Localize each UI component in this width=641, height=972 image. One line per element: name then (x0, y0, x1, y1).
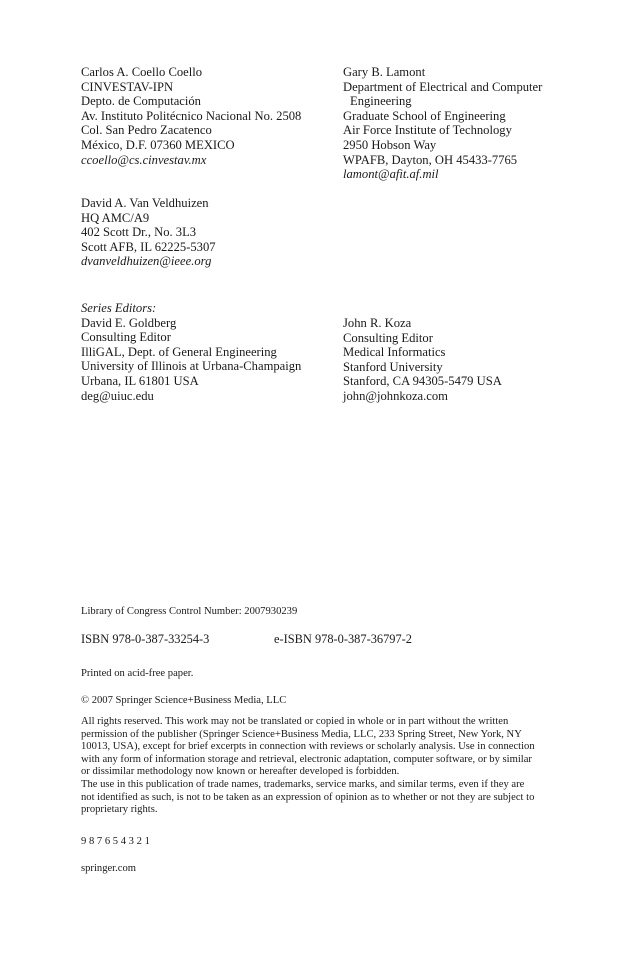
series-editor-koza (343, 316, 502, 404)
rights-line: All rights reserved. This work may not be translated or copied in whole or in part without the written (81, 716, 509, 727)
author-email: ccoello@cs.cinvestav.mx (81, 152, 207, 167)
editor-line: IlliGAL, Dept. of General Engineering (81, 344, 277, 359)
author-vanveldhuizen-address (81, 196, 216, 269)
editor-line: Stanford University (343, 359, 443, 374)
series-editor-goldberg (81, 301, 301, 403)
address-line: CINVESTAV-IPN (81, 79, 174, 94)
author-name: Gary B. Lamont (343, 65, 426, 79)
editor-line: Stanford, CA 94305-5479 USA (343, 374, 502, 389)
rights-line: The use in this publication of trade names, trademarks, service marks, and similar terms, even if they are (81, 778, 525, 790)
address-line: Engineering (350, 94, 412, 109)
author-email: lamont@afit.af.mil (343, 167, 439, 182)
address-line: HQ AMC/A9 (81, 210, 150, 225)
address-line: Col. San Pedro Zacatenco (81, 123, 212, 138)
copyright-line: © 2007 Springer Science+Business Media, LLC (81, 695, 287, 706)
author-lamont-address (343, 65, 542, 182)
address-line: Department of Electrical and Computer (343, 79, 543, 94)
address-line: Scott AFB, IL 62225-5307 (81, 239, 216, 254)
library-of-congress-number: Library of Congress Control Number: 2007930239 (81, 606, 298, 617)
rights-line: permission of the publisher (Springer Science+Business Media, LLC, 233 Spring Street, New York, NY (81, 728, 522, 740)
printed-note: Printed on acid-free paper. (81, 668, 194, 679)
editor-line: University of Illinois at Urbana-Champaign (81, 359, 302, 374)
printing-number-line: 9 8 7 6 5 4 3 2 1 (81, 836, 150, 847)
author-name: Carlos A. Coello Coello (81, 65, 203, 79)
address-line: Air Force Institute of Technology (343, 123, 512, 138)
editor-email: deg@uiuc.edu (81, 388, 154, 403)
editor-name: David E. Goldberg (81, 315, 177, 330)
series-editors-heading: Series Editors: (81, 301, 157, 315)
author-name: David A. Van Veldhuizen (81, 196, 209, 210)
editor-line: Medical Informatics (343, 345, 446, 360)
rights-line: proprietary rights. (81, 804, 158, 816)
rights-line: not identified as such, is not to be taken as an expression of opinion as to whether or not they are subject to (81, 791, 535, 803)
address-line: WPAFB, Dayton, OH 45433-7765 (343, 152, 518, 167)
editor-name: John R. Koza (343, 316, 412, 330)
address-line: Av. Instituto Politécnico Nacional No. 2508 (81, 108, 302, 123)
editor-line: Consulting Editor (343, 330, 433, 345)
address-line: 402 Scott Dr., No. 3L3 (81, 225, 197, 240)
rights-line: 10013, USA), except for brief excerpts in connection with reviews or scholarly analysis. Use in connection (81, 741, 535, 753)
rights-line: with any form of information storage and retrieval, electronic adaptation, computer software, or by similar (81, 753, 532, 765)
rights-line: or dissimilar methodology now known or hereafter developed is forbidden. (81, 766, 400, 778)
author-email: dvanveldhuizen@ieee.org (81, 254, 212, 269)
e-isbn: e-ISBN 978-0-387-36797-2 (274, 632, 412, 646)
address-line: México, D.F. 07360 MEXICO (81, 137, 235, 152)
isbn: ISBN 978-0-387-33254-3 (81, 632, 210, 646)
address-line: Graduate School of Engineering (343, 108, 506, 123)
author-coello-address (81, 65, 301, 167)
address-line: Depto. de Computación (81, 94, 201, 109)
rights-paragraph (81, 716, 559, 817)
editor-line: Consulting Editor (81, 330, 171, 345)
editor-line: Urbana, IL 61801 USA (81, 373, 199, 388)
editor-email: john@johnkoza.com (343, 388, 448, 403)
publisher-website: springer.com (81, 863, 137, 874)
address-line: 2950 Hobson Way (343, 137, 437, 152)
